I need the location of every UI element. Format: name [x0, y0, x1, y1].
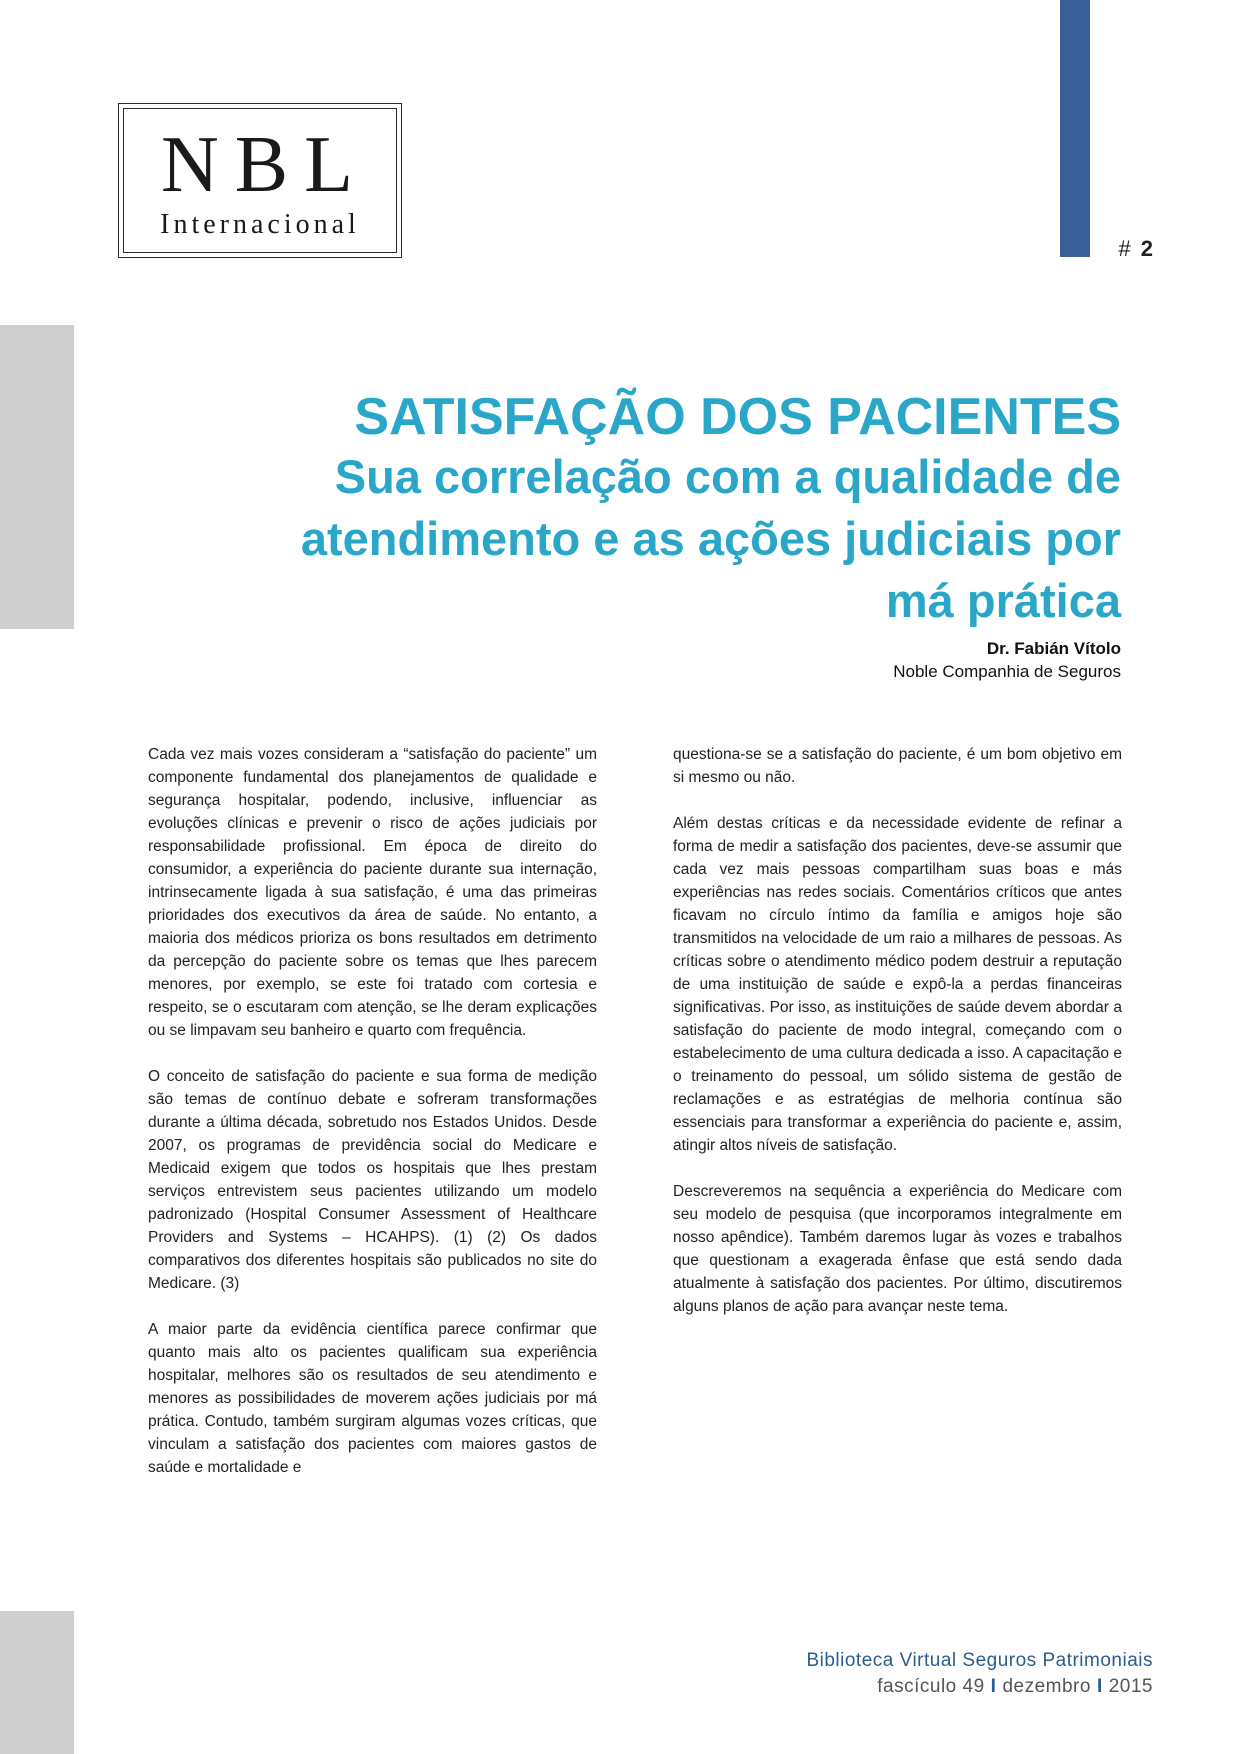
footer-meta [806, 1674, 1153, 1700]
accent-bar-grey-top [0, 325, 74, 629]
paragraph: O conceito de satisfação do paciente e sua forma de medição são temas de contínuo debate e sofreram transformações durante a última década, sobretudo nos Estados Unidos. Desde 2007, os programas de previdência social do Medicare e Medicaid exigem que todos os hospitais que lhes prestam serviços entrevistem seus pacientes utilizando um modelo padronizado (Hospital Consumer Assessment of Healthcare Providers and Systems – HCAHPS). (1) (2) Os dados comparativos dos diferentes hospitais são publicados no site do Medicare. (3) [148, 1068, 597, 1292]
article-subtitle-line-2: atendimento e as ações judiciais por [300, 512, 1121, 565]
issue-number [1119, 236, 1154, 262]
article-author: Dr. Fabián Vítolo [986, 639, 1121, 658]
page-footer [806, 1648, 1153, 1700]
paragraph: A maior parte da evidência científica parece confirmar que quanto mais alto os pacientes qualificam sua experiência hospitalar, melhores são os resultados de seu atendimento e menores as possibilidades de moverem ações judiciais por má prática. Contudo, também surgiram algumas vozes críticas, que vinculam a satisfação dos pacientes com maiores gastos de saúde e mortalidade e [148, 1321, 597, 1476]
footer-separator: I [990, 1676, 997, 1697]
paragraph: questiona-se se a satisfação do paciente, é um bom objetivo em si mesmo ou não. [673, 746, 1122, 786]
accent-bar-blue [1060, 0, 1090, 257]
logo-main-text: NBL [161, 121, 369, 209]
footer-separator: I [1096, 1676, 1103, 1697]
footer-month: dezembro [1002, 1676, 1091, 1697]
paragraph: Além destas críticas e da necessidade evidente de refinar a forma de medir a satisfação dos pacientes, deve-se assumir que cada vez mais pessoas compartilham suas boas e más experiências nas redes sociais. Comentários críticos que antes ficavam no círculo íntimo da família e amigos hoje são transmitidos na velocidade de um raio a milhares de pessoas. As críticas sobre o atendimento médico podem destruir a reputação de uma instituição de saúde e expô-la a perdas financeiras significativas. Por isso, as instituições de saúde devem abordar a satisfação do paciente de modo integral, começando com o estabelecimento de uma cultura dedicada a isso. A capacitação e o treinamento do pessoal, um sólido sistema de gestão de reclamações e as estratégias de melhoria contínua são essenciais para transformar a experiência do paciente e, assim, atingir altos níveis de satisfação. [673, 815, 1122, 1154]
paragraph: Cada vez mais vozes consideram a “satisfação do paciente” um componente fundamental dos planejamentos de qualidade e segurança hospitalar, podendo, inclusive, influenciar as evoluções clínicas e prevenir o risco de ações judiciais por responsabilidade profissional. Em época de direito do consumidor, a experiência do paciente durante sua internação, intrinsecamente ligada à sua satisfação, é uma das primeiras prioridades dos executivos da área de saúde. No entanto, a maioria dos médicos prioriza os bons resultados em detrimento da percepção do paciente sobre os temas que lhes parecem menores, por exemplo, se este foi tratado com cortesia e respeito, se o escutaram com atenção, se lhe deram explicações ou se limpavam seu banheiro e quarto com frequência. [148, 746, 597, 1039]
logo-inner-border [123, 108, 397, 253]
issue-hash: # [1118, 236, 1131, 261]
article-header [150, 388, 1121, 684]
footer-year: 2015 [1108, 1676, 1153, 1697]
article-title: SATISFAÇÃO DOS PACIENTES [354, 388, 1121, 446]
body-column-left [148, 743, 597, 1502]
issue-value: 2 [1140, 236, 1153, 261]
nbl-logo [118, 103, 402, 258]
footer-library: Biblioteca Virtual Seguros Patrimoniais [806, 1650, 1153, 1671]
accent-bar-grey-bottom [0, 1611, 74, 1754]
article-subtitle-line-1: Sua correlação com a qualidade de [334, 450, 1121, 503]
body-column-right [673, 743, 1122, 1341]
footer-fasciculo: fascículo 49 [877, 1676, 985, 1697]
article-company: Noble Companhia de Seguros [893, 662, 1121, 681]
paragraph: Descreveremos na sequência a experiência do Medicare com seu modelo de pesquisa (que incorporamos integralmente em nosso apêndice). Também daremos lugar às vozes e trabalhos que questionam a exagerada ênfase que está sendo dada atualmente à satisfação dos pacientes. Por último, discutiremos alguns planos de ação para avançar neste tema. [673, 1183, 1122, 1315]
article-subtitle-line-3: má prática [885, 574, 1121, 627]
logo-sub-text: Internacional [160, 209, 360, 240]
